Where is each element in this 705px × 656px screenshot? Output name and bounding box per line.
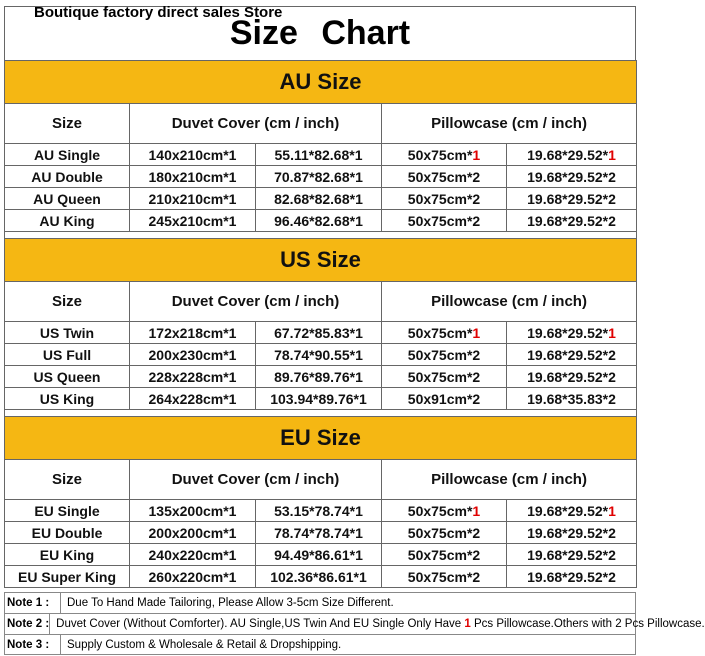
pillow-qty-text: 2 [472, 390, 481, 407]
pillow-cm-cell [382, 522, 507, 544]
pillow-size-text: 19.68*35.83* [527, 390, 609, 407]
pillow-cm-cell [382, 566, 507, 588]
section-title: EU Size [5, 417, 637, 460]
pillow-inch-cell [507, 366, 637, 388]
duvet-header: Duvet Cover (cm / inch) [130, 282, 382, 322]
pillow-size-text: 50x75cm* [407, 368, 473, 385]
pillow-inch-cell [507, 544, 637, 566]
duvet-cm-cell: 210x210cm*1 [130, 188, 256, 210]
size-cell: EU King [5, 544, 130, 566]
duvet-inch-cell: 96.46*82.68*1 [256, 210, 382, 232]
note-row [4, 592, 636, 613]
duvet-cm-cell: 245x210cm*1 [130, 210, 256, 232]
duvet-inch-cell: 67.72*85.83*1 [256, 322, 382, 344]
table-row [5, 210, 637, 232]
section-gap [5, 232, 637, 239]
section-header [5, 61, 637, 104]
store-name: Boutique factory direct sales Store [34, 4, 283, 21]
pillow-qty-text: 2 [608, 212, 616, 229]
table-row [5, 566, 637, 588]
pillow-inch-cell [507, 388, 637, 410]
duvet-cm-cell: 172x218cm*1 [130, 322, 256, 344]
pillow-size-text: 19.68*29.52* [527, 324, 609, 341]
size-cell: EU Super King [5, 566, 130, 588]
size-header: Size [5, 104, 130, 144]
pillow-qty-text: 1 [608, 502, 616, 519]
duvet-cm-cell: 260x220cm*1 [130, 566, 256, 588]
pillow-size-text: 50x75cm* [407, 346, 473, 363]
duvet-cm-cell: 140x210cm*1 [130, 144, 256, 166]
pillow-qty-text: 1 [472, 324, 481, 341]
size-cell: US Twin [5, 322, 130, 344]
pillow-inch-cell [507, 210, 637, 232]
table-row [5, 366, 637, 388]
table-row [5, 522, 637, 544]
pillow-size-text: 50x75cm* [407, 524, 473, 541]
pillow-cm-cell [382, 322, 507, 344]
duvet-cm-cell: 240x220cm*1 [130, 544, 256, 566]
pillow-inch-cell [507, 144, 637, 166]
notes-section [4, 592, 705, 655]
pillow-inch-cell [507, 566, 637, 588]
note-row [4, 613, 705, 634]
table-row [5, 544, 637, 566]
pillow-qty-text: 2 [608, 168, 616, 185]
pillow-cm-cell [382, 388, 507, 410]
duvet-inch-cell: 53.15*78.74*1 [256, 500, 382, 522]
pillow-cm-cell [382, 344, 507, 366]
size-cell: US Queen [5, 366, 130, 388]
pillow-size-text: 50x75cm* [407, 168, 473, 185]
size-header: Size [5, 282, 130, 322]
pillow-qty-text: 2 [472, 524, 481, 541]
pillow-size-text: 50x91cm* [407, 390, 473, 407]
duvet-cm-cell: 228x228cm*1 [130, 366, 256, 388]
duvet-inch-cell: 55.11*82.68*1 [256, 144, 382, 166]
pillow-size-text: 50x75cm* [407, 146, 473, 163]
table-row [5, 500, 637, 522]
pillowcase-header: Pillowcase (cm / inch) [382, 460, 637, 500]
column-header-row [5, 282, 637, 322]
pillow-inch-cell [507, 166, 637, 188]
pillowcase-header: Pillowcase (cm / inch) [382, 282, 637, 322]
table-row [5, 188, 637, 210]
section-gap [5, 410, 637, 417]
section-header [5, 417, 637, 460]
duvet-inch-cell: 82.68*82.68*1 [256, 188, 382, 210]
table-row [5, 166, 637, 188]
pillow-qty-text: 2 [608, 390, 616, 407]
pillow-qty-text: 2 [472, 212, 481, 229]
table-row [5, 322, 637, 344]
pillow-qty-text: 2 [472, 368, 481, 385]
duvet-cm-cell: 264x228cm*1 [130, 388, 256, 410]
pillow-qty-text: 2 [608, 524, 616, 541]
pillow-qty-text: 2 [472, 546, 481, 563]
note-text-pre: Duvet Cover (Without Comforter). AU Single,US Twin And EU Single Only Have [56, 618, 465, 630]
pillow-qty-text: 1 [472, 146, 481, 163]
pillow-qty-text: 2 [608, 368, 616, 385]
pillow-size-text: 50x75cm* [407, 324, 473, 341]
duvet-header: Duvet Cover (cm / inch) [130, 460, 382, 500]
pillow-qty-text: 2 [472, 190, 481, 207]
duvet-header: Duvet Cover (cm / inch) [130, 104, 382, 144]
note-label: Note 3 : [5, 635, 61, 654]
pillow-cm-cell [382, 188, 507, 210]
pillow-cm-cell [382, 500, 507, 522]
duvet-inch-cell: 78.74*90.55*1 [256, 344, 382, 366]
pillow-size-text: 19.68*29.52* [527, 368, 609, 385]
column-header-row [5, 104, 637, 144]
pillow-size-text: 19.68*29.52* [527, 524, 609, 541]
size-cell: EU Single [5, 500, 130, 522]
pillow-qty-text: 2 [472, 168, 481, 185]
pillow-size-text: 19.68*29.52* [527, 168, 609, 185]
duvet-cm-cell: 200x200cm*1 [130, 522, 256, 544]
duvet-inch-cell: 94.49*86.61*1 [256, 544, 382, 566]
size-cell: AU Double [5, 166, 130, 188]
note-text [61, 639, 341, 651]
pillow-qty-text: 2 [608, 568, 616, 585]
section-title: AU Size [5, 61, 637, 104]
size-cell: US King [5, 388, 130, 410]
note-row [4, 634, 636, 655]
duvet-inch-cell: 102.36*86.61*1 [256, 566, 382, 588]
table-row [5, 344, 637, 366]
pillow-size-text: 50x75cm* [407, 212, 473, 229]
size-header: Size [5, 460, 130, 500]
note-label: Note 1 : [5, 593, 61, 613]
pillow-inch-cell [507, 522, 637, 544]
pillow-size-text: 19.68*29.52* [527, 190, 609, 207]
duvet-inch-cell: 70.87*82.68*1 [256, 166, 382, 188]
pillow-cm-cell [382, 366, 507, 388]
pillow-cm-cell [382, 210, 507, 232]
duvet-cm-cell: 200x230cm*1 [130, 344, 256, 366]
pillowcase-header: Pillowcase (cm / inch) [382, 104, 637, 144]
pillow-cm-cell [382, 166, 507, 188]
duvet-cm-cell: 135x200cm*1 [130, 500, 256, 522]
pillow-inch-cell [507, 322, 637, 344]
pillow-qty-text: 2 [608, 346, 616, 363]
size-cell: EU Double [5, 522, 130, 544]
size-cell: AU Queen [5, 188, 130, 210]
duvet-inch-cell: 103.94*89.76*1 [256, 388, 382, 410]
pillow-size-text: 19.68*29.52* [527, 146, 609, 163]
section-header [5, 239, 637, 282]
pillow-size-text: 19.68*29.52* [527, 212, 609, 229]
pillow-qty-text: 2 [608, 190, 616, 207]
size-cell: AU Single [5, 144, 130, 166]
pillow-size-text: 19.68*29.52* [527, 568, 609, 585]
duvet-inch-cell: 78.74*78.74*1 [256, 522, 382, 544]
chart-title: Size Chart [4, 6, 636, 60]
pillow-size-text: 19.68*29.52* [527, 502, 609, 519]
pillow-cm-cell [382, 144, 507, 166]
column-header-row [5, 460, 637, 500]
note-text-pre: Due To Hand Made Tailoring, Please Allow 3-5cm Size Different. [67, 597, 394, 609]
pillow-inch-cell [507, 500, 637, 522]
duvet-inch-cell: 89.76*89.76*1 [256, 366, 382, 388]
note-text-post: Pcs Pillowcase.Others with 2 Pcs Pillowcase. [470, 618, 705, 630]
pillow-size-text: 50x75cm* [407, 546, 473, 563]
size-cell: US Full [5, 344, 130, 366]
pillow-size-text: 50x75cm* [407, 502, 473, 519]
note-text-pre: Supply Custom & Wholesale & Retail & Dropshipping. [67, 638, 342, 651]
pillow-inch-cell [507, 344, 637, 366]
note-highlight: 1 [464, 618, 471, 630]
pillow-qty-text: 1 [608, 324, 616, 341]
note-text [50, 618, 705, 630]
note-label: Note 2 : [5, 614, 50, 634]
pillow-size-text: 19.68*29.52* [527, 546, 609, 563]
pillow-qty-text: 2 [608, 546, 616, 563]
duvet-cm-cell: 180x210cm*1 [130, 166, 256, 188]
pillow-qty-text: 1 [472, 502, 481, 519]
pillow-qty-text: 2 [472, 568, 481, 585]
size-chart [4, 4, 705, 655]
table-row [5, 144, 637, 166]
pillow-size-text: 50x75cm* [407, 190, 473, 207]
pillow-inch-cell [507, 188, 637, 210]
pillow-size-text: 50x75cm* [407, 568, 473, 585]
table-row [5, 388, 637, 410]
size-cell: AU King [5, 210, 130, 232]
pillow-cm-cell [382, 544, 507, 566]
pillow-size-text: 19.68*29.52* [527, 346, 609, 363]
pillow-qty-text: 2 [472, 346, 481, 363]
section-title: US Size [5, 239, 637, 282]
pillow-qty-text: 1 [608, 146, 616, 163]
note-text [61, 597, 394, 609]
